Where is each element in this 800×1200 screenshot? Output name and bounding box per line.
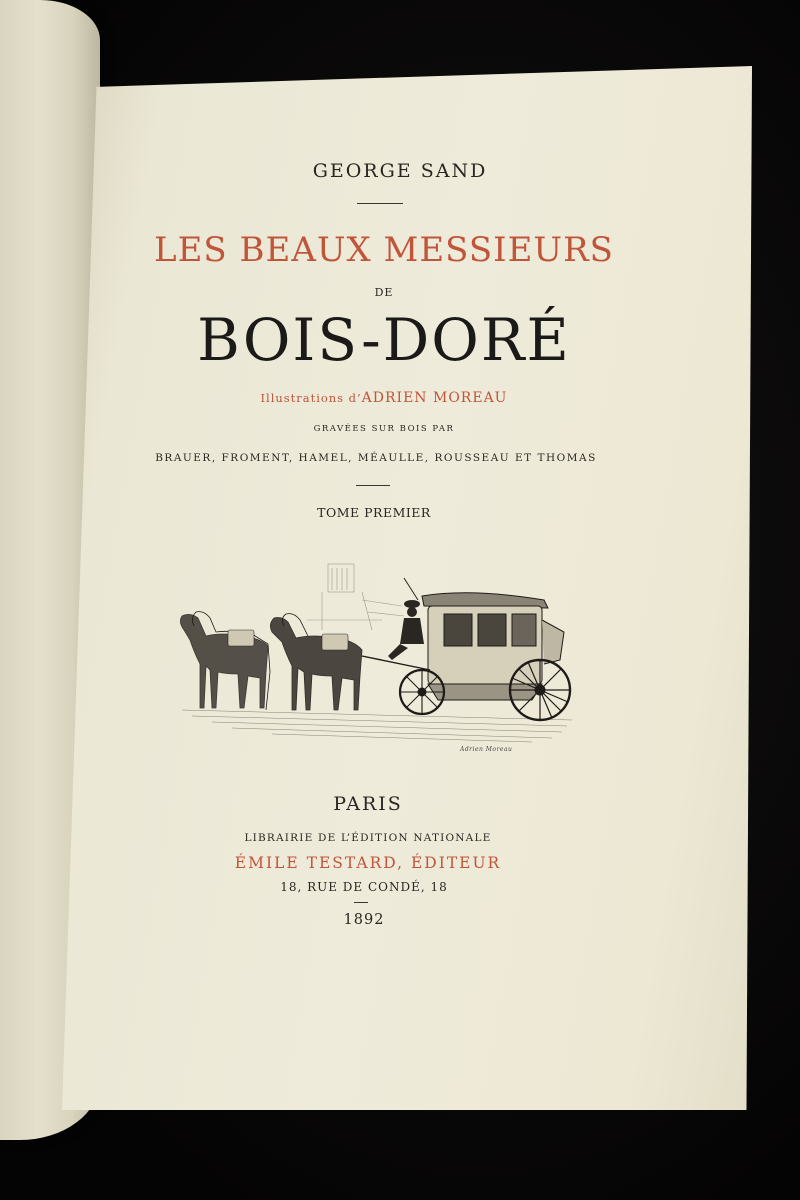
volume-label: TOME PREMIER bbox=[317, 505, 431, 520]
illustration-signature: Adrien Moreau bbox=[460, 746, 513, 753]
carriage-engraving bbox=[172, 560, 582, 760]
title-line-2: BOIS-DORÉ bbox=[197, 306, 571, 374]
publisher-label: ÉMILE TESTARD, ÉDITEUR bbox=[234, 854, 502, 872]
publisher-address: 18, RUE DE CONDÉ, 18 bbox=[280, 880, 448, 894]
illustrations-prefix: Illustrations d’ bbox=[260, 391, 362, 405]
publication-year: 1892 bbox=[343, 912, 385, 928]
address-divider bbox=[354, 902, 368, 903]
bookseller-label: LIBRAIRIE DE L’ÉDITION NATIONALE bbox=[244, 832, 492, 844]
title-connector: DE bbox=[374, 286, 394, 299]
engraved-by-label: GRAVÉES SUR BOIS PAR bbox=[313, 424, 455, 434]
illustrations-credit bbox=[0, 390, 784, 406]
engravers-list: BRAUER, FROMENT, HAMEL, MÉAULLE, ROUSSEAU ET THOMAS bbox=[155, 452, 597, 464]
title-line-1: LES BEAUX MESSIEURS bbox=[154, 230, 614, 270]
city-label: PARIS bbox=[333, 793, 403, 815]
engravers-divider bbox=[356, 485, 390, 486]
author-name: GEORGE SAND bbox=[312, 160, 488, 182]
illustrator-name: ADRIEN MOREAU bbox=[361, 390, 508, 406]
author-divider bbox=[357, 203, 403, 204]
